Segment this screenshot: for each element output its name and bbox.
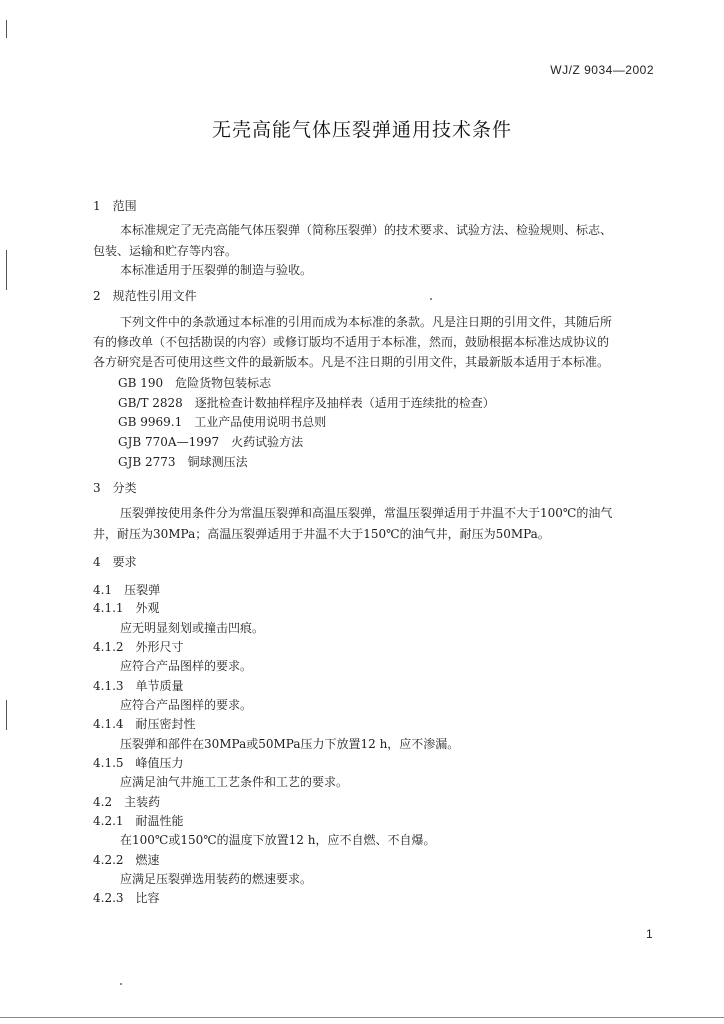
section-1-paragraph-line: 包装、运输和贮存等内容。 <box>93 244 238 258</box>
reference-item: GJB 770A—1997 火药试验方法 <box>118 435 304 449</box>
section-2-heading: 2 规范性引用文件 <box>93 289 197 303</box>
subsection-heading: 4.1.5 峰值压力 <box>93 756 184 770</box>
subsection-heading: 4.2.2 燃速 <box>93 853 160 867</box>
reference-item: GB/T 2828 逐批检查计数抽样程序及抽样表（适用于连续批的检查） <box>118 396 495 410</box>
subsection-text: 应满足油气井施工工艺条件和工艺的要求。 <box>120 775 349 789</box>
reference-item: GB 9969.1 工业产品使用说明书总则 <box>118 415 327 429</box>
subsection-text: 压裂弹和部件在30MPa或50MPa压力下放置12 h，应不渗漏。 <box>120 737 460 751</box>
scan-speck <box>120 983 122 985</box>
subsection-text: 应符合产品图样的要求。 <box>120 698 253 712</box>
subsection-text: 在100℃或150℃的温度下放置12 h，应不自燃、不自爆。 <box>120 833 436 847</box>
scan-margin-mark <box>6 700 7 730</box>
section-1-heading: 1 范围 <box>93 199 137 213</box>
subsection-heading: 4.2.3 比容 <box>93 891 160 905</box>
section-2-paragraph-line: 有的修改单（不包括勘误的内容）或修订版均不适用于本标准，然而，鼓励根据本标准达成协议的 <box>93 335 610 349</box>
subsection-heading: 4.1.4 耐压密封性 <box>93 717 196 731</box>
scan-bottom-edge <box>0 1017 724 1018</box>
subsection-text: 应符合产品图样的要求。 <box>120 659 253 673</box>
section-2-paragraph-line: 下列文件中的条款通过本标准的引用而成为本标准的条款。凡是注日期的引用文件，其随后所 <box>120 315 613 329</box>
section-2-paragraph-line: 各方研究是否可使用这些文件的最新版本。凡是不注日期的引用文件，其最新版本适用于本标准。 <box>93 355 610 369</box>
subsection-text: 应满足压裂弹选用装药的燃速要求。 <box>120 872 313 886</box>
reference-item: GJB 2773 铜球测压法 <box>118 455 248 469</box>
scan-speck <box>430 298 432 300</box>
section-3-heading: 3 分类 <box>93 481 137 495</box>
section-3-paragraph-line: 井，耐压为30MPa；高温压裂弹适用于井温不大于150℃的油气井，耐压为50MPa。 <box>93 527 550 541</box>
subsection-heading: 4.1.3 单节质量 <box>93 679 184 693</box>
subsection-text: 应无明显刻划或撞击凹痕。 <box>120 621 265 635</box>
scan-margin-mark <box>6 250 7 290</box>
subsection-heading: 4.1 压裂弹 <box>93 583 161 597</box>
subsection-heading: 4.1.1 外观 <box>93 601 160 615</box>
scan-margin-mark <box>6 20 7 38</box>
section-3-paragraph-line: 压裂弹按使用条件分为常温压裂弹和高温压裂弹，常温压裂弹适用于井温不大于100℃的油气 <box>120 506 613 520</box>
subsection-heading: 4.2.1 耐温性能 <box>93 814 184 828</box>
page-number: 1 <box>646 927 653 941</box>
standard-number: WJ/Z 9034—2002 <box>550 63 654 77</box>
section-1-paragraph-line: 本标准规定了无壳高能气体压裂弹（简称压裂弹）的技术要求、试验方法、检验规则、标志、 <box>120 223 613 237</box>
section-4-heading: 4 要求 <box>93 555 137 569</box>
reference-item: GB 190 危险货物包装标志 <box>118 376 272 390</box>
subsection-heading: 4.2 主装药 <box>93 795 161 809</box>
document-title: 无壳高能气体压裂弹通用技术条件 <box>211 119 512 141</box>
subsection-heading: 4.1.2 外形尺寸 <box>93 640 184 654</box>
section-1-paragraph: 本标准适用于压裂弹的制造与验收。 <box>120 263 313 277</box>
